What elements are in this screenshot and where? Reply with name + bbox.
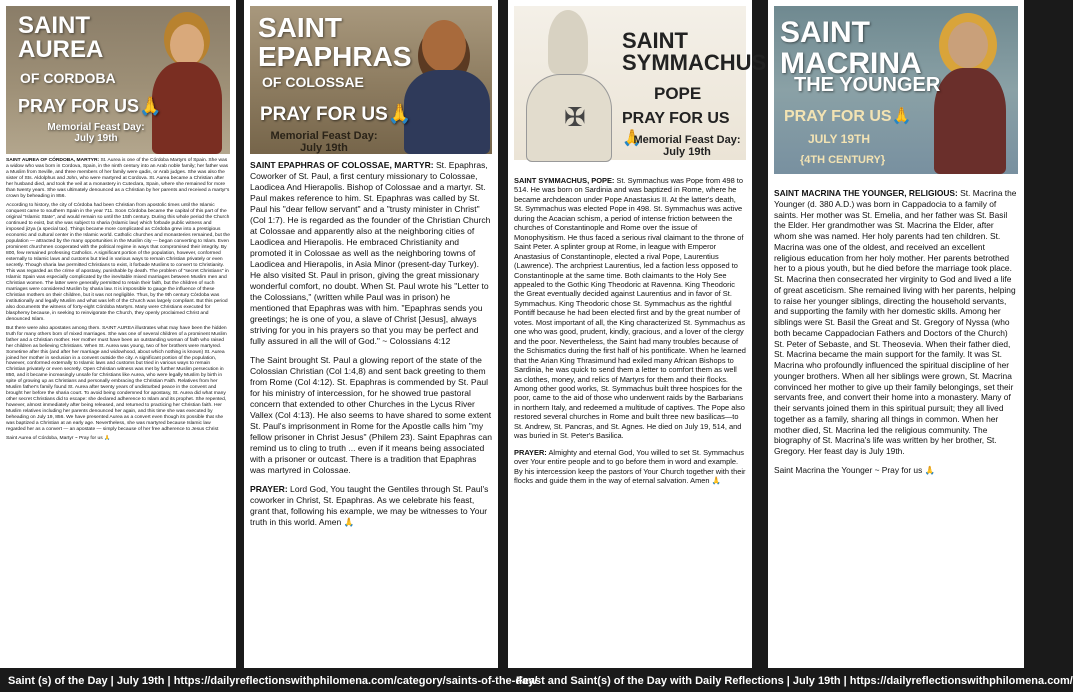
- closing-line: Saint Aurea of Córdoba, Martyr ~ Pray for us 🙏: [6, 436, 111, 442]
- praying-hands-icon: 🙏: [711, 476, 721, 486]
- banner-title: SAINT EPAPHRAS: [258, 12, 412, 72]
- praying-hands-icon: 🙏: [622, 130, 642, 147]
- saint-epaphras-portrait: [402, 12, 492, 154]
- praying-hands-icon: 🙏: [924, 464, 936, 475]
- pray-for-us: PRAY FOR US🙏: [260, 104, 412, 125]
- panel-saint-symmachus: [508, 0, 767, 668]
- banner-saint-epaphras: [250, 6, 492, 154]
- banner-title: SAINT AUREA: [18, 12, 104, 64]
- saint-symmachus-text: [508, 160, 752, 486]
- banner-saint-macrina: [774, 6, 1018, 174]
- banner-subtitle: OF CORDOBA: [20, 70, 116, 86]
- panel-saint-aurea: [0, 0, 236, 668]
- praying-hands-icon: 🙏: [387, 104, 412, 125]
- paragraph: SAINT MACRINA THE YOUNGER, RELIGIOUS: St. Macrina the Younger (d. 380 A.D.) was born in Cappadocia to a family of saints. Her mother was St. Emelia, and her father was St. Basil the Elder. Her grandmother was St. Macrina the Elder, after whom she was named. Her holy parents had ten children. St. Macrina was one of the oldest, and received an excellent religious education from her holy mother. Her parents betrothed her to a pious youth, but he died before the marriage took place. St. Macrina then consecrated her virginity to God and lived a life of great asceticism. She remained living with her parents, helping to raise her younger siblings, directing the household servants, and supporting the family with her domestic skills. Among her siblings were St. Basil the Great and St. Gregory of Nyssa (who both became Cappadocian Fathers and Doctors of the Church) St. Peter of Sebaste, and St. Theosevia. When their father died, St. Macrina became the main support for the family. It was St. Macrina who profoundly influenced the spiritual discipline of her younger brothers. When all her siblings were grown, St. Macrina convinced her mother to give up their family belongings, set their servants free, and convert their home into a monastery. Many of their servants joined them in this spiritual pursuit; they all lived together as a family, sharing all things in common. When her mother died, St. Macrina led the religious community. The biography of St. Macrina's life was written by her brother, St. Gregory. Her feast day is July 19th.: [774, 188, 1017, 456]
- paragraph: SAINT AUREA OF CÓRDOBA, MARTYR: St. Aurea is one of the Córdoba Martyrs of Spain. She was a widow who was born in Cordova, Spain, in the ninth century into an Arab noble family; her father was a Muslim from Seville, and three members of her family were qadis, or Arab judges. She was also the sister of Sts. Aldolphus and John, who were martyred at Cordova. St. Aurea became a Christian after her husband died, and took the veil at a monastery in Cuteclara, Spain, where she remained for more than twenty years. She was ultimately denounced as a Christian by her parents and received a martyr's crown by beheading in 856.: [6, 158, 230, 199]
- pray-for-us: PRAY FOR US🙏: [784, 108, 912, 125]
- saint-macrina-text: [768, 174, 1024, 476]
- century-label: {4TH CENTURY}: [800, 154, 886, 166]
- feast-day-label: Memorial Feast Day: July 19th: [47, 122, 145, 144]
- prayer-paragraph: PRAYER: Lord God, You taught the Gentiles through St. Paul's coworker in Christ, St. Epaphras. As we celebrate his feast, grant that, following his example, we may be witnesses to Your truth in this world. Amen 🙏: [250, 484, 489, 528]
- praying-hands-icon: 🙏: [139, 96, 162, 116]
- paragraph: SAINT SYMMACHUS, POPE: St. Symmachus was Pope from 498 to 514. He was born on Sardinia and was baptized in Rome, where he became archdeacon under Pope Anastasius II. At the latter's death, St. Symmachus was elected Pope in 498. St. Symmachus was active during the Acacian schism, a period of intense friction between the churches of Constantinople and Rome over the issue of Monophysitism. He thus faced a serious rival claimant to the throne of Saint Peter. A splinter group at Rome, in league with Emperor Anastasius of Constantinople, elected a rival Pope, Laurentius (Lawrence). The archpriest Laurentius, led a faction less opposed to Constantinople at the same time. Both claimants to the Holy See appealed to the Gothic King Theodoric at Ravenna. King Theodoric the Great eventually decided against Laurentius and in favor of St. Symmachus. King Theodoric chose St. Symmachus as the rightful Pontiff because he had been elected first and by the great number of votes. Most important of all, the King characterized St. Symmachus as one who was good, prudent, kindly, gracious, and a lover of the clergy and the poor. Nevertheless, the Saint had many troubles because of the Schismatics during the first half of his pontificate. When he learned that the Arian King Thrasimund had exiled many African Bishops to Sardinia, he was quick to send them a letter to comfort them as well as clothes, money, and relics of Martyrs for them and their flocks. Among other good works, St. Symmachus built three hospices for the poor, came to the aid of those who underwent raids by the Barbarians in northern Italy, and redeemed a multitude of captives. The Pope also restored several churches in Rome and built three new basilicas—to St. Andrew, St. Pancras, and St. Agnes. He died on July 19, 514, and was buried in St. Peter's Basilica.: [514, 176, 746, 441]
- feast-day-label: Memorial Feast Day: July 19th: [270, 130, 378, 154]
- paragraph: According to history, the city of Córdoba had been Christian from apostolic times until the Islamic conquest came to southern Spain in the year 711. Soon Córdoba became the capital of this part of the original "Islamic State", and would remain so until the 15th century. During this whole period the Church continued to exist, but she was subject to sharia (Islamic law) which forbade public witness and imposed jizya (a special tax). Things became more complicated as Córdoba grew into a prestigious economic and cultural center in the Islamic world. Catholic churches and monasteries remained, but the population — attracted by the many opportunities in the Muslim city — began converting to Islam. Even prominent churchmen cooperated with the political regime in ways that compromised their integrity. By 800, few remained professing Catholics. A significant portion of the population, however, conformed externally to Islamic laws and customs but tried in various ways to remain Christian privately or even secretly. Though sharia law permitted Christians to exist, it forbade Muslims to convert to Christianity. This was regarded as the crime of apostasy, punishable by death. The problem of "secret Christians" in Islamic Spain was especially complicated by the inevitable mixed marriages between Muslim men and Christian women. The latter were generally permitted to retain their faith, but the children of such marriages were considered Muslim by sharia law. It is impossible to gauge the influence of these Christian mothers on their children, but it was not negligible. Thus, by the 9th century Córdoba was institutionally and legally Muslim and what was left of the Church was largely compliant. But this period also documents the witness of forty-eight Córdoba Martyrs. Many were Christians executed for blasphemy because, in seeking to reinvigorate the Church, they openly proclaimed Christ and denounced Islam.: [6, 202, 230, 322]
- saint-symmachus-portrait: [518, 10, 618, 160]
- praying-hands-icon: 🙏: [891, 108, 912, 125]
- feast-day-label: Memorial Feast Day: July 19th: [633, 134, 741, 158]
- banner-subtitle: OF COLOSSAE: [262, 74, 364, 90]
- pray-for-us: PRAY FOR US🙏: [622, 110, 730, 147]
- saint-aurea-portrait: [148, 22, 226, 154]
- footer-right-caption: Feast and Saint(s) of the Day with Daily Reflections | July 19th | https://dailyreflectionswithphilomena.com/: [516, 675, 1073, 687]
- saint-epaphras-text: [244, 154, 498, 529]
- banner-saint-symmachus: [514, 6, 767, 160]
- paragraph: SAINT EPAPHRAS OF COLOSSAE, MARTYR: St. Epaphras, Coworker of St. Paul, a first century missionary to Colossae, Laodicea And Hierapolis. Bishop of Colossae and a martyr. St. Paul makes reference to him. St. Epaphras was called by St. Paul his "dear fellow servant" and a "trusty minister in Christ" (Col 1:7). He is regarded as the founder of the Christian Church at Colossae and apparently also at the neighboring cities of Laodicea and Hierapolis. He embraced Christianity and promoted it in Colossae as well as the neighboring towns of Laodicea and Hierapolis, in Asia Minor (present-day Turkey). He also visited St. Paul in prison, giving the great missionary wonderful comfort, no doubt. When St. Paul wrote his "Letter to the Colossians," (written while Paul was in prison) he mentioned that Epaphras was with him. "Epaphras sends you greetings; he is one of you, a slave of Christ [Jesus], always striving for you in his prayers so that you may be perfect and fully assured in all the will of God." ~ Colossians 4:12: [250, 160, 491, 347]
- feast-day-label: JULY 19TH: [807, 132, 871, 146]
- prayer-paragraph: PRAYER: Almighty and eternal God, You willed to set St. Symmachus over Your entire people and to go before them in word and example. By his intercession keep the pastors of Your Church together with their flocks and guide them in the way of eternal salvation. Amen 🙏: [514, 447, 746, 486]
- saint-aurea-text: [0, 154, 236, 442]
- praying-hands-icon: 🙏: [343, 517, 355, 528]
- praying-hands-icon: 🙏: [104, 436, 111, 442]
- footer-left-caption: Saint (s) of the Day | July 19th | https://dailyreflectionswithphilomena.com/category/saints-of-the-day/: [8, 675, 538, 687]
- banner-title: SAINT MACRINA: [780, 16, 922, 80]
- banner-subtitle: POPE: [654, 84, 702, 103]
- banner-title: SAINT SYMMACHUS: [622, 28, 767, 76]
- cross-icon: ✠: [564, 102, 586, 132]
- banner-saint-aurea: [6, 6, 230, 154]
- pray-for-us: PRAY FOR US🙏: [18, 96, 162, 116]
- panel-saint-macrina: [768, 0, 1024, 668]
- paragraph: The Saint brought St. Paul a glowing report of the state of the Colossian Christian (Col 1:4,8) and sent back greeting to them from Rome (Col 4:12). St. Epaphras is commended by St. Paul for his ministry of intercession, for he showed true pastoral concern that extended to other Churches in the Lycus River Vallex (Col 4:13). He also seems to have shared to some extent St. Paul's imprisonment in Rome for the Apostle calls him "my fellow prisoner in Christ Jesus" (Philem 23). Saint Epaphras can remind us to cling to truth ... even if it means being associated with a prisoner or outcast. There is a tradition that Epaphras was martyred in Colossae.: [250, 355, 492, 476]
- panel-saint-epaphras: [244, 0, 498, 668]
- closing-line: Saint Macrina the Younger ~ Pray for us 🙏: [774, 464, 936, 475]
- paragraph: But there were also apostates among them. SAINT AUREA illustrates what may have been the hidden truth for many others born of mixed marriages. She was one of several children of a prominent Muslim father and a Christian mother. Her mother must have been an outstanding woman of faith who raised her children as believing Christians. When St. Aurea was young, two of her brothers were martyred. Sometime after this (and after her marriage and widowhood, about which nothing is known) St. Aurea joined her mother in seclusion in a convent outside the city. A significant portion of the population, however, conformed externally to Islamic laws and customs but tried in various ways to remain Christian privately or even secretly. Open Christian witness was met by further Muslim persecution in 850, and it became increasingly unsafe for Christians like Aurea, who were legally Muslim by birth in spite of growing up as Christians and personally embracing the Christian Faith. Relatives from her Muslim father's family found St. Aurea after twenty years of undisturbed peace in the convent and brought her before the sharia court. To avoid being condemned for apostasy, St. Aurea did what many other secret Christians did to escape: she declared adherence to Islam and its prophet. She repented, however, almost immediately after being released, and returned to practicing her Christian faith. Her Muslim relatives including her parents denounced her again, and this time she was executed by beheading on July 19, 856. We have presented Aurea as a convert even though its possible that she was baptized a Christian at an early age. Nevertheless, she was martyred because Islamic law regarded her as a convert — an apostate — simply because of her free adherence to Jesus Christ: [6, 325, 227, 433]
- banner-subtitle: THE YOUNGER: [794, 74, 941, 96]
